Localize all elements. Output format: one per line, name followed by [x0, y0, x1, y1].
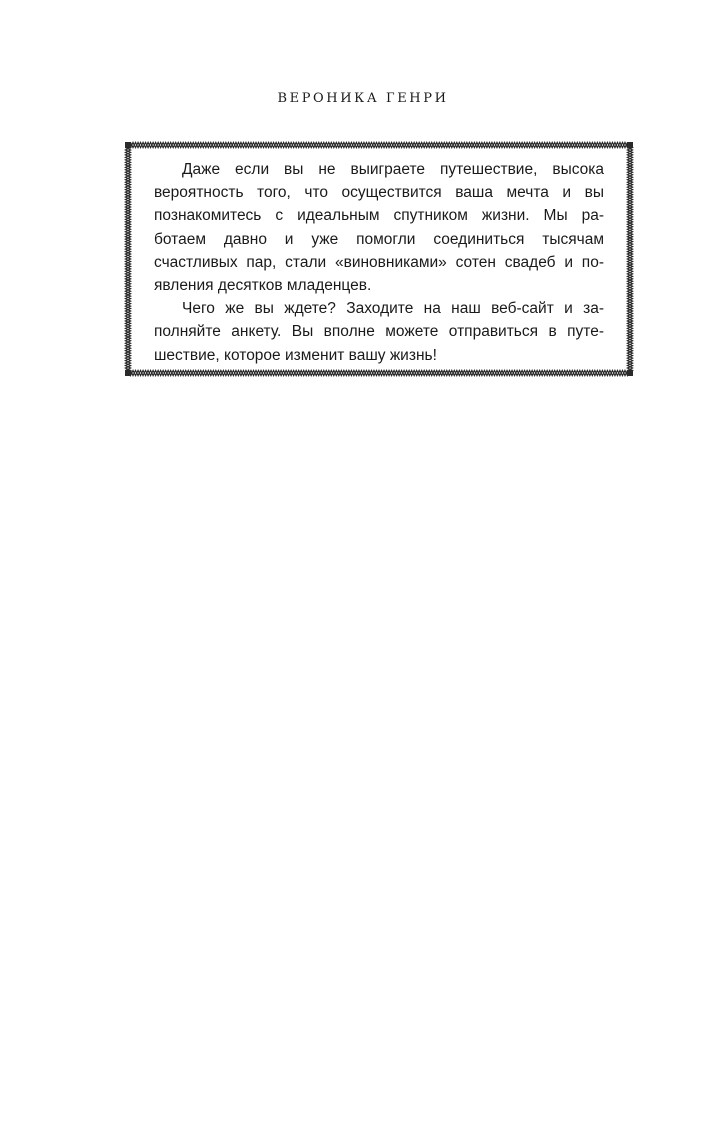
text-line: счастливых пар, стали «виновниками» сотен свадеб и по- [154, 253, 604, 271]
text-line: ботаем давно и уже помогли соединиться тысячам [154, 230, 604, 248]
running-header: ВЕРОНИКА ГЕНРИ [277, 91, 449, 106]
paragraph-2 [154, 297, 604, 367]
text-line: шествие, которое изменит вашу жизнь! [154, 346, 437, 364]
text-line: полняйте анкету. Вы вполне можете отправиться в путе- [154, 323, 604, 341]
text-line: вероятность того, что осуществится ваша мечта и вы [154, 184, 604, 202]
text-line: Чего же вы ждете? Заходите на наш веб-сайт и за- [182, 300, 604, 318]
text-line: Даже если вы не выиграете путешествие, высока [182, 161, 604, 178]
text-line: познакомитесь с идеальным спутником жизни. Мы ра- [154, 207, 604, 225]
callout-text [154, 158, 604, 367]
callout-box [124, 141, 634, 377]
text-line: явления десятков младенцев. [154, 277, 372, 295]
paragraph-1 [154, 158, 604, 297]
